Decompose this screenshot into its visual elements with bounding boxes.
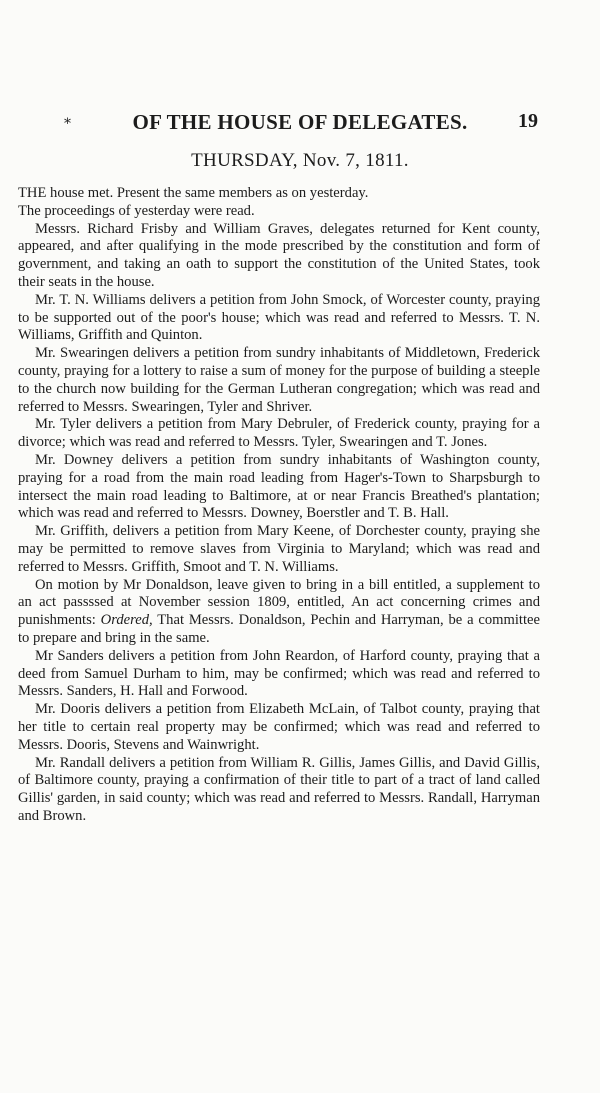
journal-body <box>18 185 540 826</box>
paragraph-tyler-petition: Mr. Tyler delivers a petition from Mary Debruler, of Frederick county, praying for a divorce; which was read and referred to Messrs. Tyler, Swearingen and T. Jones. <box>18 416 540 451</box>
paragraph-frisby-graves: Messrs. Richard Frisby and William Graves, delegates returned for Kent county, appeared, and after qualifying in the mode prescribed by the constitution and form of government, and taking an oath to support the constitution of the United States, took their seats in the house. <box>18 220 540 290</box>
paragraph-proceedings: The proceedings of yesterday were read. <box>18 202 255 219</box>
running-head <box>0 110 600 140</box>
motion-text-end: That Messrs. Donaldson, Pechin and Harryman, be a committee to prepare and bring in the same. <box>18 612 540 646</box>
paragraph-house-met: THE house met. Present the same members as on yesterday. <box>18 185 369 201</box>
date-heading: THURSDAY, Nov. 7, 1811. <box>191 150 409 171</box>
paragraph-donaldson-motion <box>18 577 540 648</box>
page-number: 19 <box>518 110 538 132</box>
paragraph-downey-petition: Mr. Downey delivers a petition from sundry inhabitants of Washington county, praying for a road from the main road leading from Hager's-Town to Sharpsburgh to intersect the main road leading to Baltimore, at or near Francis Breathed's plantation; which was read and referred to Messrs. Downey, Boerstler and T. B. Hall. <box>18 451 540 522</box>
paragraph-randall-petition: Mr. Randall delivers a petition from William R. Gillis, James Gillis, and David Gillis, of Baltimore county, praying a confirmation of their title to part of a tract of land called Gillis' garden, in said county; which was read and referred to Messrs. Randall, Harryman and Brown. <box>18 754 540 824</box>
motion-text: On motion by Mr Donaldson, leave given to bring in a bill entitled, a supplement to an act passssed at November session 1809, entitled, An act concerning crimes and punishments: <box>18 576 540 629</box>
page-title: OF THE HOUSE OF DELEGATES. <box>132 110 468 134</box>
ordered-italic: Ordered, <box>100 612 153 629</box>
paragraph-williams-petition: Mr. T. N. Williams delivers a petition from John Smock, of Worcester county, praying to be supported out of the poor's house; which was read and referred to Messrs. T. N. Williams, Griffith and Quinton. <box>18 291 540 344</box>
paragraph-sanders-petition: Mr Sanders delivers a petition from John Reardon, of Harford county, praying that a deed from Samuel Durham to him, may be confirmed; which was read and referred to Messrs. Sanders, H. Hall and Forwood. <box>18 647 540 700</box>
paragraph-dooris-petition: Mr. Dooris delivers a petition from Elizabeth McLain, of Talbot county, praying that her title to certain real property may be confirmed; which was read and referred to Messrs. Dooris, Stevens and Wainwright. <box>18 701 540 753</box>
paragraph-griffith-petition: Mr. Griffith, delivers a petition from Mary Keene, of Dorchester county, praying she may be permitted to remove slaves from Virginia to Maryland; which was read and referred to Messrs. Griffith, Smoot and T. N. Williams. <box>18 523 540 575</box>
paragraph-swearingen-petition: Mr. Swearingen delivers a petition from sundry inhabitants of Middletown, Frederick county, praying for a lottery to raise a sum of money for the purpose of building a steeple to the church now building for the German Lutheran congregation; which was read and referred to Messrs. Swearingen, Tyler and Shriver. <box>18 345 540 415</box>
ornament-star: * <box>64 116 71 132</box>
